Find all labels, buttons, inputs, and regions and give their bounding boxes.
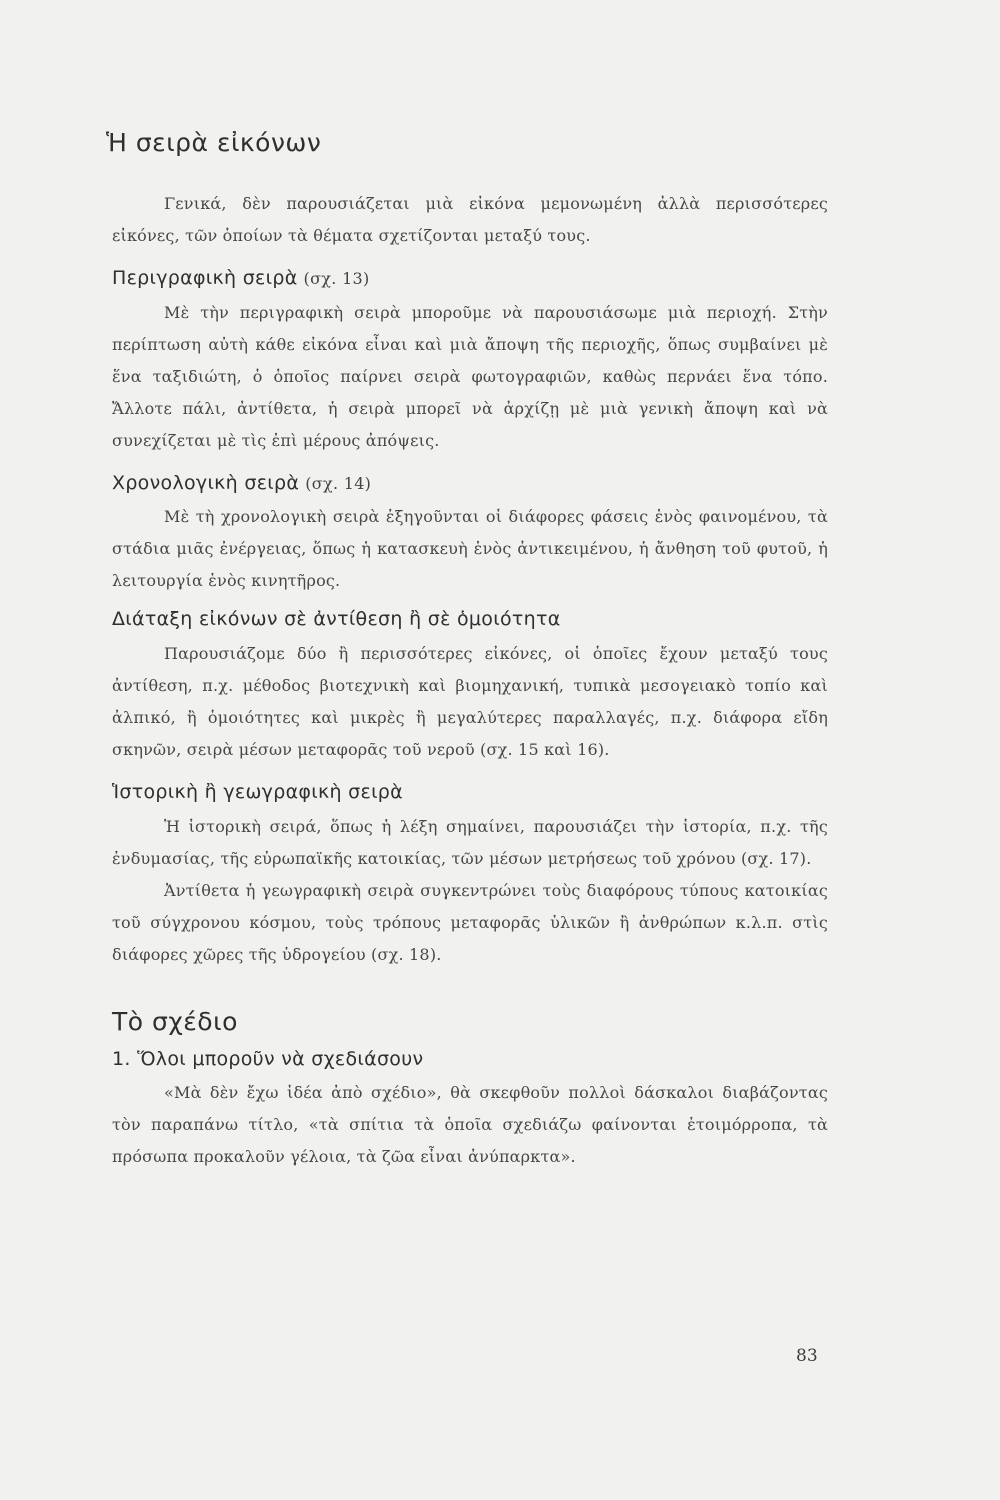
chapter-paragraph: «Μὰ δὲν ἔχω ἰδέα ἀπὸ σχέδιο», θὰ σκεφθοῦν πολλοὶ δάσκαλοι διαβάζοντας τὸν παραπάνω τίτλο, «τὰ σπίτια τὰ ὁποῖα σχεδιάζω φαίνονται ἑτοιμόρροπα, τὰ πρόσωπα προκαλοῦν γέλοια, τὰ ζῶα εἶναι ἀνύπαρκτα». bbox=[112, 1083, 828, 1167]
section-figure-ref: (σχ. 13) bbox=[303, 269, 370, 288]
intro-paragraph: Γενικά, δὲν παρουσιάζεται μιὰ εἰκόνα μεμονωμένη ἀλλὰ περισσότερες εἰκόνες, τῶν ὁποίων τὰ θέματα σχετίζονται μεταξύ τους. bbox=[112, 194, 828, 245]
section-paragraph: Ἡ ἱστορικὴ σειρά, ὅπως ἡ λέξη σημαίνει, παρουσιάζει τὴν ἱστορία, π.χ. τῆς ἐνδυμασίας, τῆς εὐρωπαϊκῆς κατοικίας, τῶν μέσων μετρήσεως τοῦ χρόνου (σχ. 17). bbox=[112, 816, 828, 868]
section-heading-text: Διάταξη εἰκόνων σὲ ἀντίθεση ἢ σὲ ὁμοιότητα bbox=[112, 608, 561, 631]
section-heading bbox=[112, 266, 828, 291]
section-heading-text: Ἱστορικὴ ἢ γεωγραφικὴ σειρὰ bbox=[112, 781, 403, 804]
section-heading bbox=[112, 471, 828, 496]
page-number: 83 bbox=[796, 1346, 818, 1366]
section-heading-text: Περιγραφικὴ σειρὰ bbox=[112, 267, 298, 289]
section-descriptive bbox=[112, 266, 828, 291]
section-paragraph: Παρουσιάζομε δύο ἢ περισσότερες εἰκόνες, οἱ ὁποῖες ἔχουν μεταξύ τους ἀντίθεση, π.χ. μέθοδος βιοτεχνικὴ καὶ βιομηχανική, τυπικὰ μεσογειακὸ τοπίο καὶ ἀλπικό, ἢ ὁμοιότητες καὶ μικρὲς ἢ μεγαλύτερες παραλλαγές, π.χ. διάφορα εἴδη σκηνῶν, σειρὰ μέσων μεταφορᾶς τοῦ νεροῦ (σχ. 15 καὶ 16). bbox=[112, 644, 828, 760]
section-paragraph: Μὲ τὴν περιγραφικὴ σειρὰ μποροῦμε νὰ παρουσιάσωμε μιὰ περιοχή. Στὴν περίπτωση αὐτὴ κάθε εἰκόνα εἶναι καὶ μιὰ ἄποψη τῆς περιοχῆς, ὅπως συμβαίνει μὲ ἕνα ταξιδιώτη, ὁ ὁποῖος παίρνει σειρὰ φωτογραφιῶν, καθὼς περνάει ἕνα τόπο. Ἄλλοτε πάλι, ἀντίθετα, ἡ σειρὰ μπορεῖ νὰ ἀρχίζῃ μὲ μιὰ γενικὴ ἄποψη καὶ νὰ συνεχίζεται μὲ τὶς ἐπὶ μέρους ἀπόψεις. bbox=[112, 302, 828, 450]
page-title: Ἡ σειρὰ εἰκόνων bbox=[106, 128, 322, 157]
document-page bbox=[106, 128, 828, 1173]
chapter-subheading: 1. Ὅλοι μποροῦν νὰ σχεδιάσουν bbox=[112, 1047, 424, 1070]
section-heading bbox=[112, 607, 828, 632]
section-chronological bbox=[112, 471, 828, 496]
section-paragraph: Μὲ τὴ χρονολογικὴ σειρὰ ἐξηγοῦνται οἱ διάφορες φάσεις ἑνὸς φαινομένου, τὰ στάδια μιᾶς ἐνέργειας, ὅπως ἡ κατασκευὴ ἑνὸς ἀντικειμένου, ἡ ἄνθηση τοῦ φυτοῦ, ἡ λειτουργία ἑνὸς κινητῆρος. bbox=[112, 507, 828, 591]
chapter-title: Τὸ σχέδιο bbox=[112, 1006, 238, 1036]
section-contrast-similarity bbox=[112, 607, 828, 632]
chapter-subsection bbox=[112, 1047, 828, 1072]
section-figure-ref: (σχ. 14) bbox=[305, 473, 372, 493]
section-heading-text: Χρονολογικὴ σειρὰ bbox=[112, 471, 300, 494]
section-historical-geographical bbox=[112, 780, 828, 805]
section-heading bbox=[112, 780, 828, 805]
section-paragraph: Ἀντίθετα ἡ γεωγραφικὴ σειρὰ συγκεντρώνει τοὺς διαφόρους τύπους κατοικίας τοῦ σύγχρονου κόσμου, τοὺς τρόπους μεταφορᾶς ὑλικῶν ἢ ἀνθρώπων κ.λ.π. στὶς διάφορες χῶρες τῆς ὑδρογείου (σχ. 18). bbox=[112, 880, 828, 964]
